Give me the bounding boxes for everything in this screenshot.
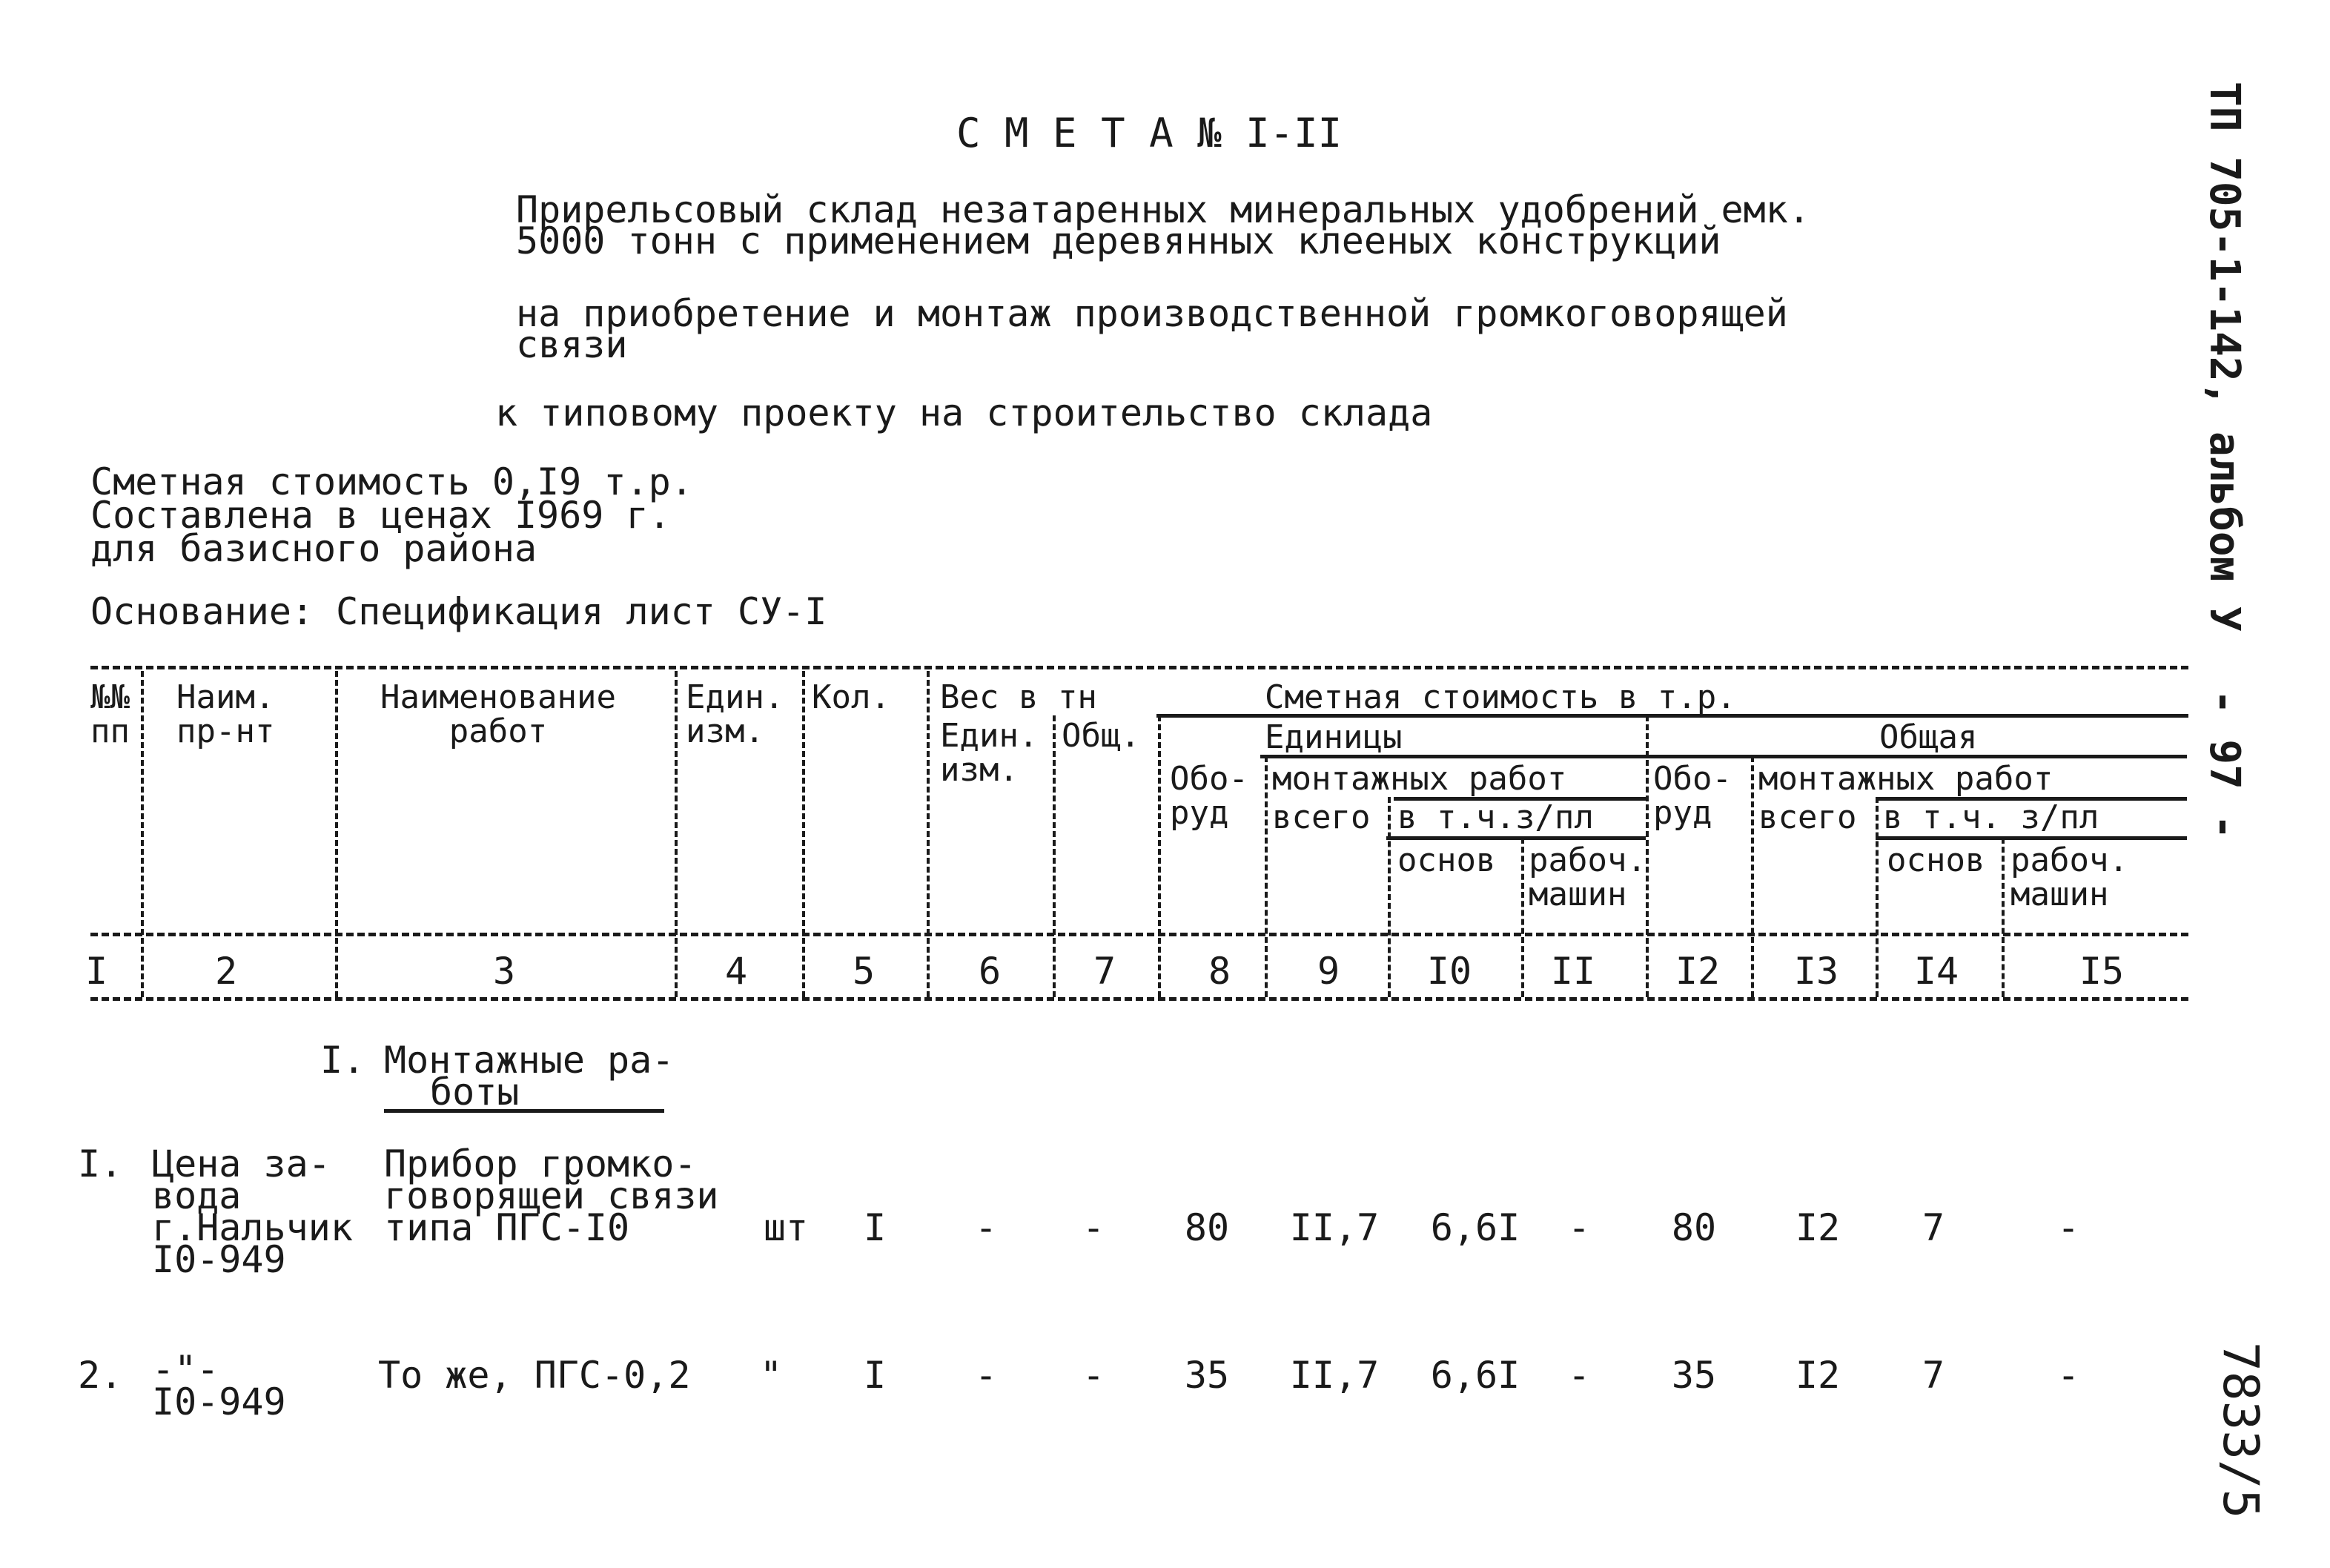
numbers-bottom-rule [90,997,2188,1001]
row-total-equip: 35 [1671,1354,1717,1397]
row-mount-machine: - [1567,1354,1591,1397]
col-number: I4 [1913,950,1959,993]
row-number: I. [78,1142,123,1185]
row-weight-total: - [1082,1206,1105,1249]
col-sep [141,671,144,997]
hdr-name-2: работ [449,712,548,750]
estimate-title: С М Е Т А № I-II [956,110,1343,156]
col-number: 5 [852,950,876,993]
col-number: II [1550,950,1596,993]
row-unit: шт [763,1206,809,1249]
hdr-base-total: основ [1887,841,1985,879]
row-mount-all: II,7 [1289,1206,1380,1249]
hdr-base-unit: основ [1397,841,1496,879]
row-weight-unit: - [974,1206,998,1249]
row-total-machine: - [2056,1206,2080,1249]
hdr-all-unit: всего [1272,798,1371,836]
row-total-machine: - [2056,1354,2080,1397]
document-code: 7833/5 [2212,1342,2269,1519]
col-number: 9 [1317,950,1340,993]
row-price-1: -"- [152,1348,219,1391]
cost-line-2: Составлена в ценах I969 г. [90,494,671,537]
row-name-3: типа ПГС-I0 [384,1206,630,1249]
section-title-1: Монтажные ра- [384,1039,675,1082]
hdr-weight-unit-2: изм. [940,751,1019,789]
hdr-unit-1: Един. [686,678,784,716]
col-number: I2 [1675,950,1721,993]
col-number: 7 [1093,950,1116,993]
col-sep [335,671,338,997]
row-mount-all: II,7 [1289,1354,1380,1397]
col-number: 6 [978,950,1002,993]
row-mount-base: 6,6I [1430,1354,1520,1397]
col-number: I0 [1426,950,1472,993]
col-sep [927,671,930,997]
purpose-line-1: на приобретение и монтаж производственной громкоговорящей [516,292,1788,335]
col-sep [1388,797,1391,997]
hdr-per-unit: Единицы [1265,718,1403,756]
col-sep [2002,838,2005,997]
row-qty: I [863,1206,887,1249]
page-number: - 97 - [2200,689,2248,840]
col-sep [1521,838,1524,997]
section-number: I. [320,1039,365,1082]
hdr-qty: Кол. [812,678,890,716]
row-total-base: 7 [1922,1206,1945,1249]
row-equip: 80 [1184,1206,1230,1249]
section-underline [384,1109,664,1113]
row-unit: " [759,1354,783,1397]
col-number: I [85,950,108,993]
col-number: 3 [492,950,516,993]
hdr-incl-unit: в т.ч.з/пл [1397,798,1594,836]
row-price-3: г.Нальчик [152,1206,353,1249]
album-stamp: ТП 705-1-142, альбом У [2200,82,2248,632]
basis-line: Основание: Спецификация лист СУ-I [90,590,827,633]
hdr-machine-unit-2: машин [1529,876,1627,913]
subtitle-line-2: 5000 тонн с применением деревянных клееных конструкций [516,219,1721,262]
col-sep [675,671,678,997]
hdr-equip-total-2: руд [1653,794,1712,832]
row-equip: 35 [1184,1354,1230,1397]
cost-line-1: Сметная стоимость 0,I9 т.р. [90,460,693,503]
purpose-line-2: связи [516,323,628,366]
row-name-1: Прибор громко- [384,1142,697,1185]
col-number: I3 [1793,950,1839,993]
row-weight-unit: - [974,1354,998,1397]
hdr-weight-unit-1: Един. [940,717,1039,755]
hdr-price-1: Наим. [176,678,275,716]
row-weight-total: - [1082,1354,1105,1397]
row-mount-base: 6,6I [1430,1206,1520,1249]
col-number: 4 [724,950,748,993]
col-sep [1053,715,1056,997]
row-price-1: Цена за- [152,1142,331,1185]
hdr-machine-total-1: рабоч. [2010,841,2128,879]
col-sep [1751,756,1754,997]
col-sep [1158,715,1161,997]
hdr-unit-2: изм. [686,712,764,750]
hdr-all-total: всего [1758,798,1857,836]
col-number: I5 [2079,950,2125,993]
row-number: 2. [78,1354,123,1397]
row-price-2: I0-949 [152,1380,286,1423]
hdr-cost: Сметная стоимость в т.р. [1265,678,1736,716]
hdr-num-2: пп [90,712,130,750]
base-unit-rule [1386,836,1646,840]
hdr-incl-total: в т.ч. з/пл [1883,798,2099,836]
col-number: 8 [1208,950,1231,993]
col-number: 2 [214,950,238,993]
hdr-machine-unit-1: рабоч. [1529,841,1646,879]
col-sep [1876,797,1879,997]
hdr-num-1: №№ [90,678,130,716]
row-price-4: I0-949 [152,1238,286,1281]
subtitle-line-1: Прирельсовый склад незатаренных минеральных удобрений емк. [516,188,1810,231]
header-bottom-rule [90,933,2188,936]
col-sep [1265,756,1268,997]
row-price-2: вода [152,1174,242,1217]
row-total-equip: 80 [1671,1206,1717,1249]
hdr-weight: Вес в тн [940,678,1097,716]
hdr-weight-total: Общ. [1062,717,1140,755]
col-sep [802,671,805,997]
base-total-rule [1876,836,2187,840]
section-title-2: боты [430,1071,520,1114]
row-total-base: 7 [1922,1354,1945,1397]
hdr-name-1: Наименование [380,678,616,716]
row-mount-machine: - [1567,1206,1591,1249]
cost-line-3: для базисного района [90,527,537,570]
row-name-1: То же, ПГС-0,2 [378,1354,691,1397]
project-line: к типовому проекту на строительство склада [495,391,1433,434]
hdr-mount-total: монтажных работ [1758,760,2053,798]
hdr-total: Общая [1879,718,1978,756]
hdr-equip-total-1: Обо- [1653,760,1732,798]
row-total-all: I2 [1795,1206,1841,1249]
table-top-rule [90,666,2188,669]
hdr-equip-1: Обо- [1170,760,1248,798]
row-qty: I [863,1354,887,1397]
hdr-mount-unit: монтажных работ [1272,760,1567,798]
row-total-all: I2 [1795,1354,1841,1397]
row-name-2: говорящей связи [384,1174,719,1217]
hdr-machine-total-2: машин [2010,876,2109,913]
hdr-equip-2: руд [1170,794,1229,832]
hdr-price-2: пр-нт [176,712,275,750]
